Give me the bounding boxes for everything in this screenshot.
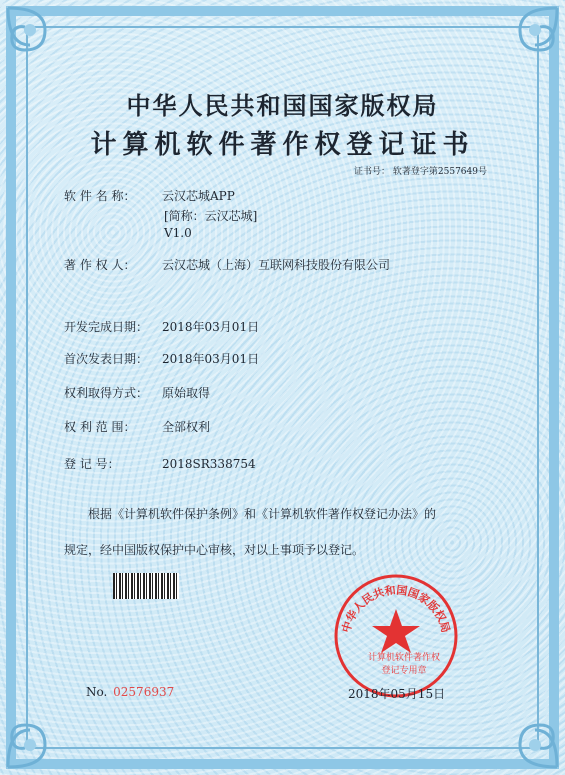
issuing-authority: 中华人民共和国国家版权局 xyxy=(126,91,439,120)
barcode xyxy=(113,573,179,599)
acquisition-method-label: 权利取得方式： xyxy=(64,386,149,400)
rights-scope-value: 全部权利 xyxy=(162,420,211,434)
corner-ornament-icon xyxy=(0,685,90,775)
software-name-label: 软 件 名 称： xyxy=(64,189,136,203)
completion-date-row xyxy=(64,319,259,335)
official-seal-icon xyxy=(331,571,461,701)
certificate-statement xyxy=(64,496,509,568)
software-version: V1.0 xyxy=(164,226,192,240)
serial-number-value: 02576937 xyxy=(113,685,175,699)
publish-date-value: 2018年03月01日 xyxy=(162,352,260,366)
corner-ornament-icon xyxy=(475,685,565,775)
owner-label: 著 作 权 人： xyxy=(64,258,136,272)
serial-number xyxy=(86,685,174,699)
seal-text-line-1: 计算机软件著作权 xyxy=(367,653,440,663)
corner-ornament-icon xyxy=(0,0,90,90)
rights-scope-row xyxy=(64,419,210,435)
owner-row xyxy=(64,257,390,273)
corner-ornament-icon xyxy=(475,0,565,90)
completion-date-label: 开发完成日期： xyxy=(64,320,149,334)
registration-number-value: 2018SR338754 xyxy=(162,457,256,471)
certificate-title: 计算机软件著作权登记证书 xyxy=(90,130,475,160)
rights-scope-label: 权 利 范 围： xyxy=(64,420,136,434)
serial-number-label: No. xyxy=(86,685,108,699)
publish-date-row xyxy=(64,351,259,367)
software-name-row xyxy=(64,188,235,204)
software-name-value: 云汉芯城APP xyxy=(162,189,235,203)
certificate-number-value: 软著登字第2557649号 xyxy=(392,167,487,177)
issue-date: 2018年05月15日 xyxy=(348,687,446,701)
acquisition-method-value: 原始取得 xyxy=(162,386,211,400)
certificate-number-label: 证书号： xyxy=(354,167,391,177)
completion-date-value: 2018年03月01日 xyxy=(162,320,260,334)
certificate-number xyxy=(354,164,487,177)
software-abbreviation: [简称：云汉芯城] xyxy=(164,209,258,223)
seal-text-line-2: 登记专用章 xyxy=(381,666,427,676)
registration-number-row xyxy=(64,456,256,472)
registration-number-label: 登 记 号： xyxy=(64,457,120,471)
publish-date-label: 首次发表日期： xyxy=(64,352,149,366)
seal-arc-text: 中华人民共和国国家版权局 xyxy=(339,583,453,635)
owner-value: 云汉芯城（上海）互联网科技股份有限公司 xyxy=(162,258,391,272)
statement-line-1: 根据《计算机软件保护条例》和《计算机软件著作权登记办法》的 xyxy=(88,507,437,521)
acquisition-method-row xyxy=(64,385,210,401)
statement-line-2: 规定，经中国版权保护中心审核，对以上事项予以登记。 xyxy=(64,543,365,557)
